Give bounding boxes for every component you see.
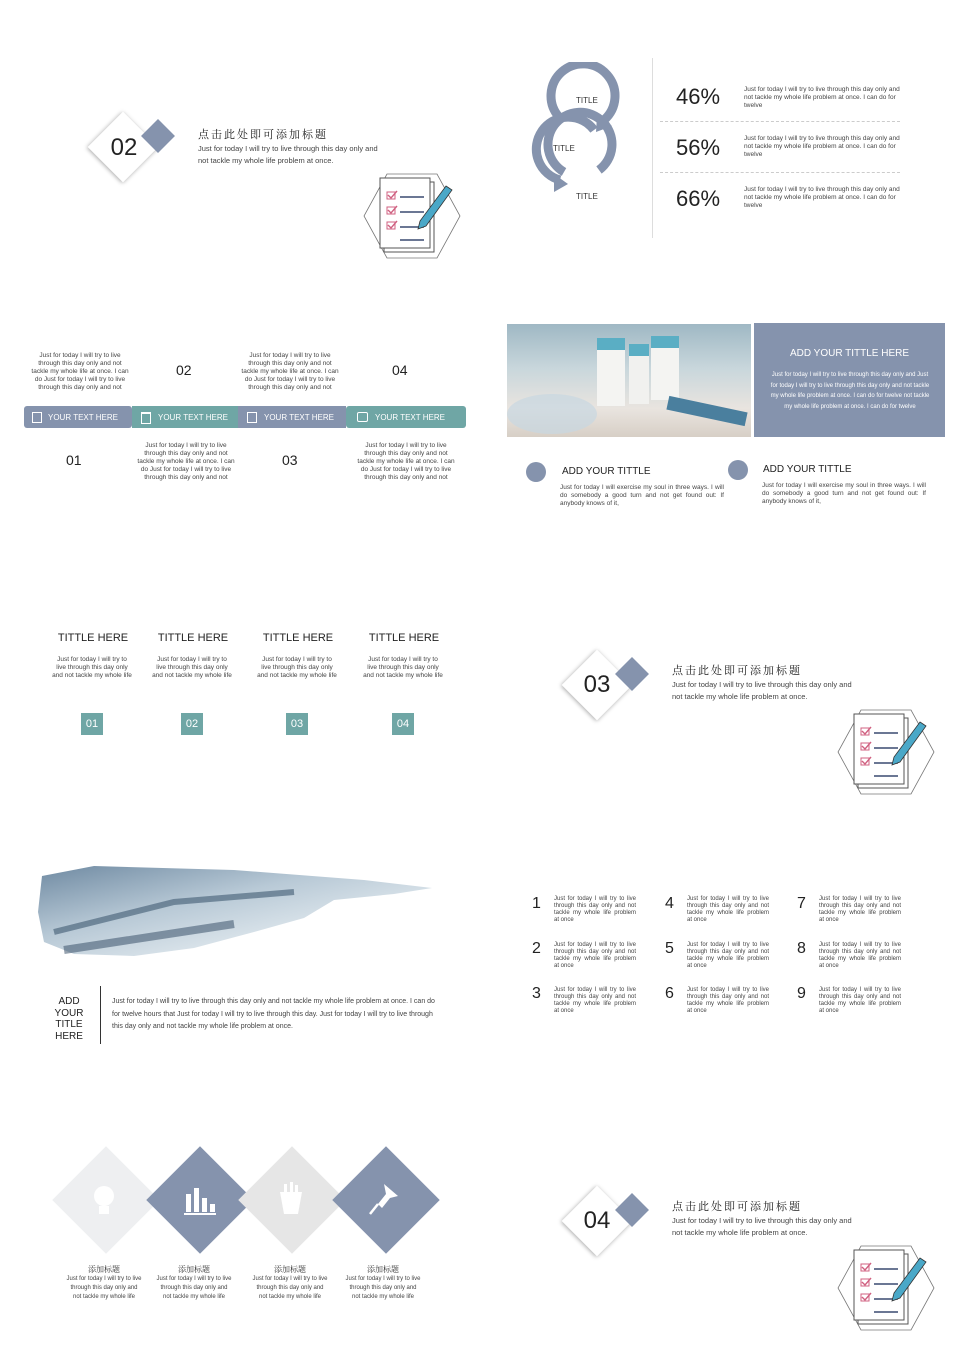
slide-four-titles xyxy=(0,540,480,810)
checklist-icon xyxy=(362,172,462,260)
trash-icon xyxy=(141,412,151,424)
item-number: 6 xyxy=(665,985,674,1002)
box-text: Just for today I will try to live through this day only and Just for today I will try to live through this day only and not tackle my whole life problem at once. I can do for twelve not tackle my whole life problem at once. I can do for twelve xyxy=(770,372,930,410)
checklist-icon xyxy=(836,1244,936,1332)
item-text: Just for today I will exercise my soul in three ways. I will do somebody a good turn and not get found out: If anybody knows of it, xyxy=(560,484,724,507)
percent-text: Just for today I will try to live through this day only and not tackle my whole life problem at once. I can do for twelve xyxy=(744,86,900,109)
tab-label: YOUR TEXT HERE xyxy=(158,413,228,422)
slide-brush-image xyxy=(0,810,480,1080)
item-text: Just for today I will try to live through this day only and not tackle my whole life xyxy=(66,1276,142,1300)
section-number: 02 xyxy=(110,134,138,161)
item-text: Just for today I will try to live through this day only and not tackle my whole life xyxy=(156,1276,232,1300)
side-title-line: TITLE xyxy=(55,1019,83,1030)
tab-label: YOUR TEXT HERE xyxy=(264,413,334,422)
item-number: 8 xyxy=(797,940,806,957)
item-title: TITTLE HERE xyxy=(57,632,129,644)
timeline-number: 03 xyxy=(282,452,298,468)
item-text: Just for today I will try to live through this day only and not tackle my whole life problem at once xyxy=(687,942,769,969)
item-text: Just for today I will try to live through this day only and not tackle my whole life problem at once xyxy=(554,987,636,1014)
item-text: Just for today I will try to live through this day only and not tackle my whole life xyxy=(152,656,232,679)
percent-text: Just for today I will try to live through this day only and not tackle my whole life problem at once. I can do for twelve xyxy=(744,186,900,209)
section-body: Just for today I will try to live through this day only and not tackle my whole life problem at once. xyxy=(198,144,378,165)
item-title: ADD YOUR TITTLE xyxy=(763,464,852,475)
percent-text: Just for today I will try to live through this day only and not tackle my whole life problem at once. I can do for twelve xyxy=(744,135,900,158)
photo-card xyxy=(597,338,625,406)
slide-photo-box xyxy=(480,270,960,540)
file-icon xyxy=(247,412,257,423)
item-number: 9 xyxy=(797,985,806,1002)
item-text: Just for today I will exercise my soul in three ways. I will do somebody a good turn and not get found out: If anybody knows of it, xyxy=(762,482,926,505)
slide-section-03 xyxy=(480,540,960,810)
item-title: TITTLE HERE xyxy=(262,632,334,644)
item-title: 添加标题 xyxy=(274,1265,306,1274)
percent-value: 66% xyxy=(676,186,721,211)
circle-title: TITLE xyxy=(576,192,598,201)
item-text: Just for today I will try to live through this day only and not tackle my whole life problem at once xyxy=(819,896,901,923)
item-title: TITTLE HERE xyxy=(368,632,440,644)
lightbulb-icon xyxy=(89,1182,119,1218)
side-title-line: HERE xyxy=(55,1030,83,1042)
timeline-number: 01 xyxy=(66,452,82,468)
cup-icon xyxy=(276,1182,306,1216)
item-title: ADD YOUR TITTLE xyxy=(562,466,651,477)
photo-card xyxy=(651,336,679,400)
timeline-text: Just for today I will try to live through this day only and not tackle my whole life at once. I can do Just for today I will try to live through this day only and not xyxy=(31,352,129,391)
bar-chart-icon xyxy=(183,1184,217,1216)
section-body: Just for today I will try to live through this day only and not tackle my whole life problem at once. xyxy=(672,680,852,701)
section-title: 点击此处即可添加标题 xyxy=(672,664,802,677)
item-number: 1 xyxy=(532,895,541,912)
number-badge: 01 xyxy=(81,713,103,735)
item-text: Just for today I will try to live through this day only and not tackle my whole life problem at once xyxy=(819,987,901,1014)
slide-section-02 xyxy=(0,0,480,270)
item-text: Just for today I will try to live through this day only and not tackle my whole life xyxy=(257,656,337,679)
timeline-number: 04 xyxy=(392,362,408,378)
item-text: Just for today I will try to live through this day only and not tackle my whole life problem at once xyxy=(687,896,769,923)
section-title: 点击此处即可添加标题 xyxy=(672,1200,802,1213)
photo-blur xyxy=(507,394,597,434)
item-number: 2 xyxy=(532,940,541,957)
circular-flow-diagram xyxy=(524,62,634,238)
item-text: Just for today I will try to live through this day only and not tackle my whole life problem at once xyxy=(687,987,769,1014)
number-badge: 03 xyxy=(286,713,308,735)
slide-timeline xyxy=(0,270,480,540)
section-title: 点击此处即可添加标题 xyxy=(198,128,328,141)
slide-diamonds xyxy=(0,1080,480,1350)
item-title: 添加标题 xyxy=(88,1265,120,1274)
item-title: TITTLE HERE xyxy=(157,632,229,644)
item-text: Just for today I will try to live through this day only and not tackle my whole life xyxy=(363,656,443,679)
photo-card xyxy=(629,344,649,404)
item-text: Just for today I will try to live through this day only and not tackle my whole life problem at once xyxy=(554,896,636,923)
vertical-divider xyxy=(652,58,653,238)
section-number: 04 xyxy=(583,1207,611,1234)
photo-books xyxy=(666,396,747,426)
pushpin-icon xyxy=(368,1182,400,1216)
box-title: ADD YOUR TITTLE HERE xyxy=(789,348,910,359)
item-number: 7 xyxy=(797,895,806,912)
percent-value: 46% xyxy=(676,84,721,109)
item-text: Just for today I will try to live through this day only and not tackle my whole life xyxy=(345,1276,421,1300)
number-badge: 02 xyxy=(181,713,203,735)
circle-title: TITLE xyxy=(576,96,598,105)
item-text: Just for today I will try to live through this day only and not tackle my whole life xyxy=(52,656,132,679)
tab-label: YOUR TEXT HERE xyxy=(375,413,445,422)
gauge-icon xyxy=(526,462,546,482)
side-title-line: YOUR xyxy=(54,1007,84,1019)
timeline-text: Just for today I will try to live through this day only and not tackle my whole life at once. I can do Just for today I will try to live through this day only and not xyxy=(241,352,339,391)
number-badge: 04 xyxy=(392,713,414,735)
row-divider xyxy=(660,121,900,122)
section-number: 03 xyxy=(583,671,611,698)
section-body: Just for today I will try to live through this day only and not tackle my whole life problem at once. xyxy=(672,1216,852,1237)
timeline-text: Just for today I will try to live through this day only and not tackle my whole life at once. I can do Just for today I will try to live through this day only and not xyxy=(357,442,455,481)
timeline-text: Just for today I will try to live through this day only and not tackle my whole life at once. I can do Just for today I will try to live through this day only and not xyxy=(137,442,235,481)
tab-label: YOUR TEXT HERE xyxy=(48,413,118,422)
circle-title: TITLE xyxy=(553,144,575,153)
body-text: Just for today I will try to live through this day only and not tackle my whole life problem at once. I can do for twelve hours that Just for today I will try to live through this day. Just for today I will try to live through this day only and not tackle my whole life problem at once. xyxy=(112,998,435,1030)
item-number: 4 xyxy=(665,895,674,912)
item-text: Just for today I will try to live through this day only and not tackle my whole life problem at once xyxy=(554,942,636,969)
vertical-divider xyxy=(100,986,101,1044)
slide-section-04 xyxy=(480,1080,960,1350)
item-number: 5 xyxy=(665,940,674,957)
side-title-line: ADD xyxy=(58,996,80,1007)
slide-percentages xyxy=(480,0,960,270)
side-title xyxy=(48,996,90,1042)
checklist-icon xyxy=(836,708,936,796)
chat-icon xyxy=(357,412,368,422)
photo xyxy=(507,324,751,437)
item-text: Just for today I will try to live through this day only and not tackle my whole life xyxy=(252,1276,328,1300)
trophy-icon xyxy=(728,460,748,480)
document-icon xyxy=(32,412,42,423)
percent-value: 56% xyxy=(676,135,721,160)
item-number: 3 xyxy=(532,985,541,1002)
item-title: 添加标题 xyxy=(178,1265,210,1274)
brush-photo xyxy=(34,862,434,962)
item-text: Just for today I will try to live through this day only and not tackle my whole life problem at once xyxy=(819,942,901,969)
slide-nine-items xyxy=(480,810,960,1080)
item-title: 添加标题 xyxy=(367,1265,399,1274)
timeline-number: 02 xyxy=(176,362,192,378)
row-divider xyxy=(660,172,900,173)
